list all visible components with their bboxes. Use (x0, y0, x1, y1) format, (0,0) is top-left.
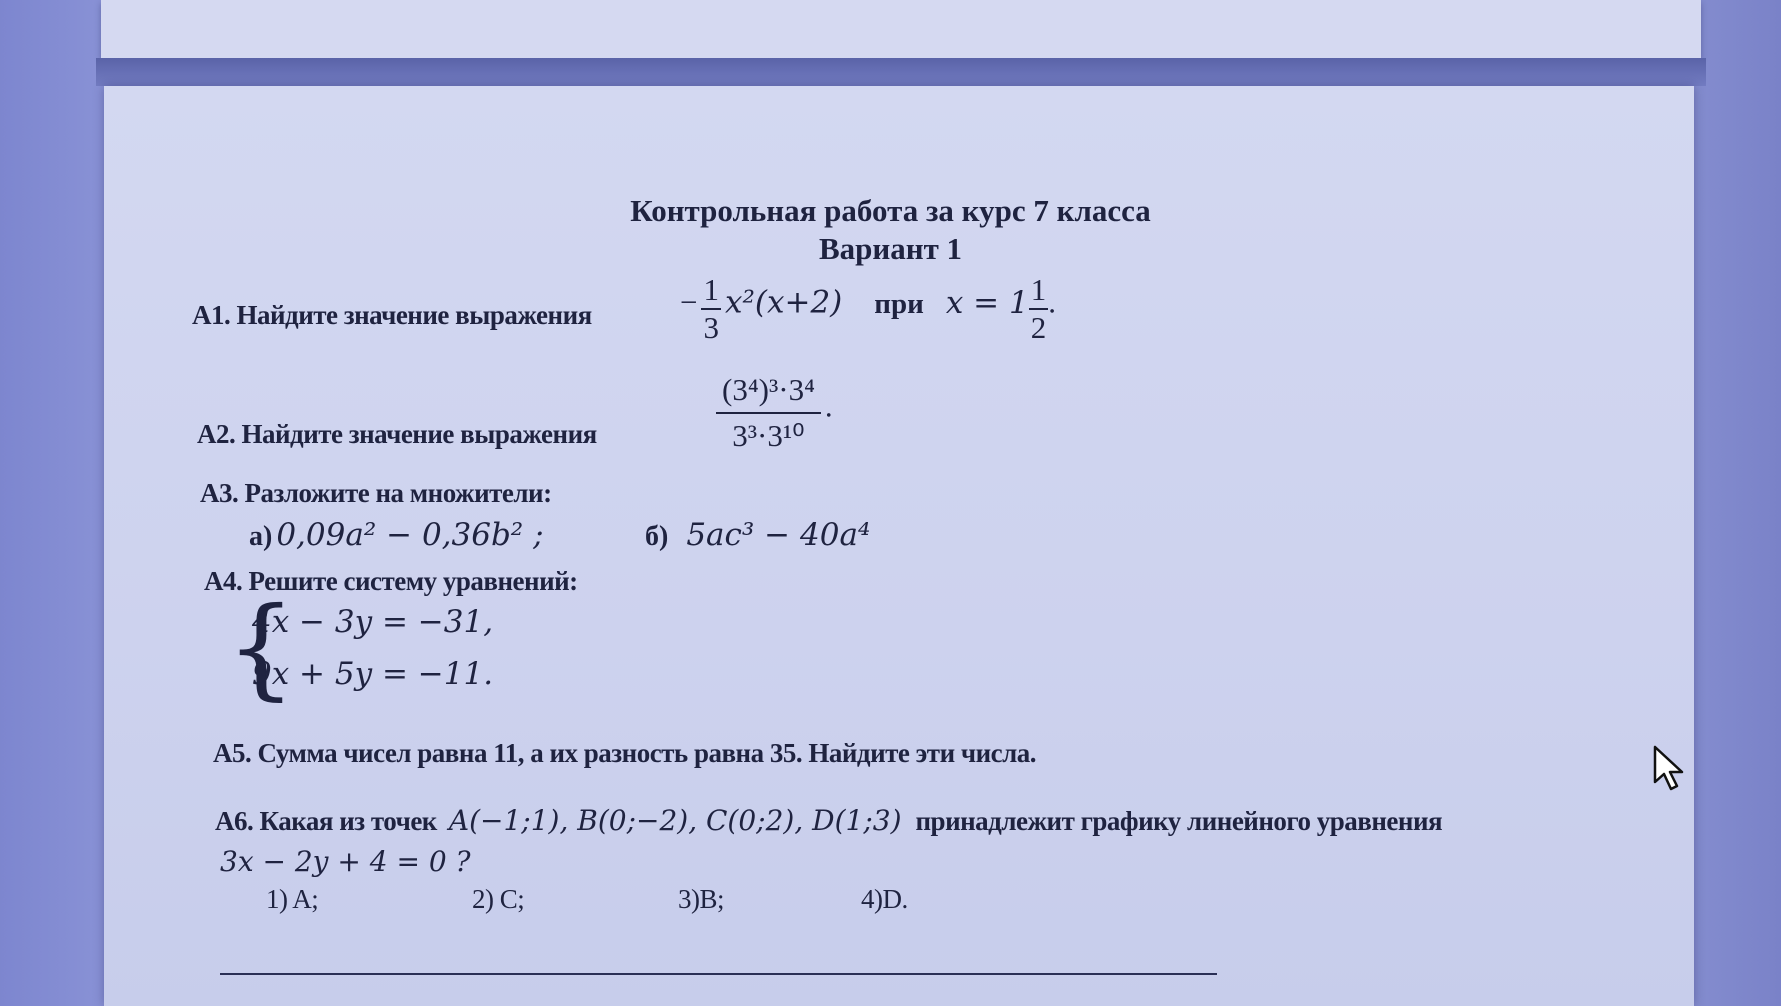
a4-equation-1: 4x − 3y = −31, (252, 604, 494, 640)
a1-frac-num: 1 (701, 272, 721, 310)
task-a2-expression (716, 372, 833, 454)
a4-equation-2: 9x + 5y = −11. (252, 656, 494, 692)
task-a1-label: А1. Найдите значение выражения (192, 300, 592, 330)
variant-title: Вариант 1 (818, 231, 963, 266)
a1-fraction (701, 272, 721, 346)
task-a5-label: А5. Сумма чисел равна 11, а их разность равна 35. Найдите эти числа. (213, 738, 1037, 768)
a1-end: . (1048, 284, 1056, 320)
system-brace: { (226, 583, 296, 711)
page-title: Контрольная работа за курс 7 класса (630, 193, 1151, 228)
a6-points: A(−1;1), B(0;−2), C(0;2), D(1;3) (448, 804, 902, 837)
mouse-pointer-icon (1652, 744, 1688, 797)
a3-part-b-expr: 5ac³ − 40a⁴ (686, 517, 871, 553)
task-a4-label: А4. Решите систему уравнений: (204, 566, 578, 596)
a1-cond: x = 1 (945, 284, 1029, 321)
a1-cond-fraction (1029, 272, 1049, 346)
a2-fraction (716, 372, 821, 454)
a3-part-a-expr: 0,09a² − 0,36b² ; (276, 517, 544, 553)
a2-end: . (824, 388, 833, 424)
task-a3-label: А3. Разложите на множители: (200, 478, 552, 508)
a1-when: при (874, 287, 924, 320)
a6-option-1: 1) A; (266, 884, 319, 914)
a6-label-end: принадлежит графику линейного уравнения (915, 806, 1443, 836)
a6-option-4: 4)D. (861, 884, 908, 914)
a1-cond-frac-num: 1 (1029, 272, 1049, 310)
a2-denominator: 3³·3¹⁰ (732, 418, 805, 453)
task-a3-part-a (249, 517, 544, 553)
a1-expr: x²(x+2) (724, 284, 843, 321)
signature-line (220, 973, 1217, 975)
task-a2-label: А2. Найдите значение выражения (197, 419, 597, 449)
a6-option-3: 3)B; (678, 884, 725, 914)
a2-numerator: (3⁴)³·3⁴ (716, 372, 821, 414)
a1-minus: − (680, 284, 698, 320)
task-a6-line (215, 804, 1442, 837)
previous-sheet (101, 0, 1701, 58)
a1-frac-den: 3 (703, 310, 719, 345)
a3-part-a-label: а) (249, 521, 273, 552)
task-a1-expression (680, 272, 1056, 346)
a6-equation: 3x − 2y + 4 = 0 ? (220, 845, 471, 878)
a1-cond-frac-den: 2 (1030, 310, 1047, 345)
a6-option-2: 2) C; (472, 884, 525, 914)
a3-part-b-label: б) (645, 521, 669, 552)
sheet-gap (96, 58, 1706, 86)
task-a3-part-b (645, 517, 870, 553)
a6-label: А6. Какая из точек (215, 806, 437, 836)
